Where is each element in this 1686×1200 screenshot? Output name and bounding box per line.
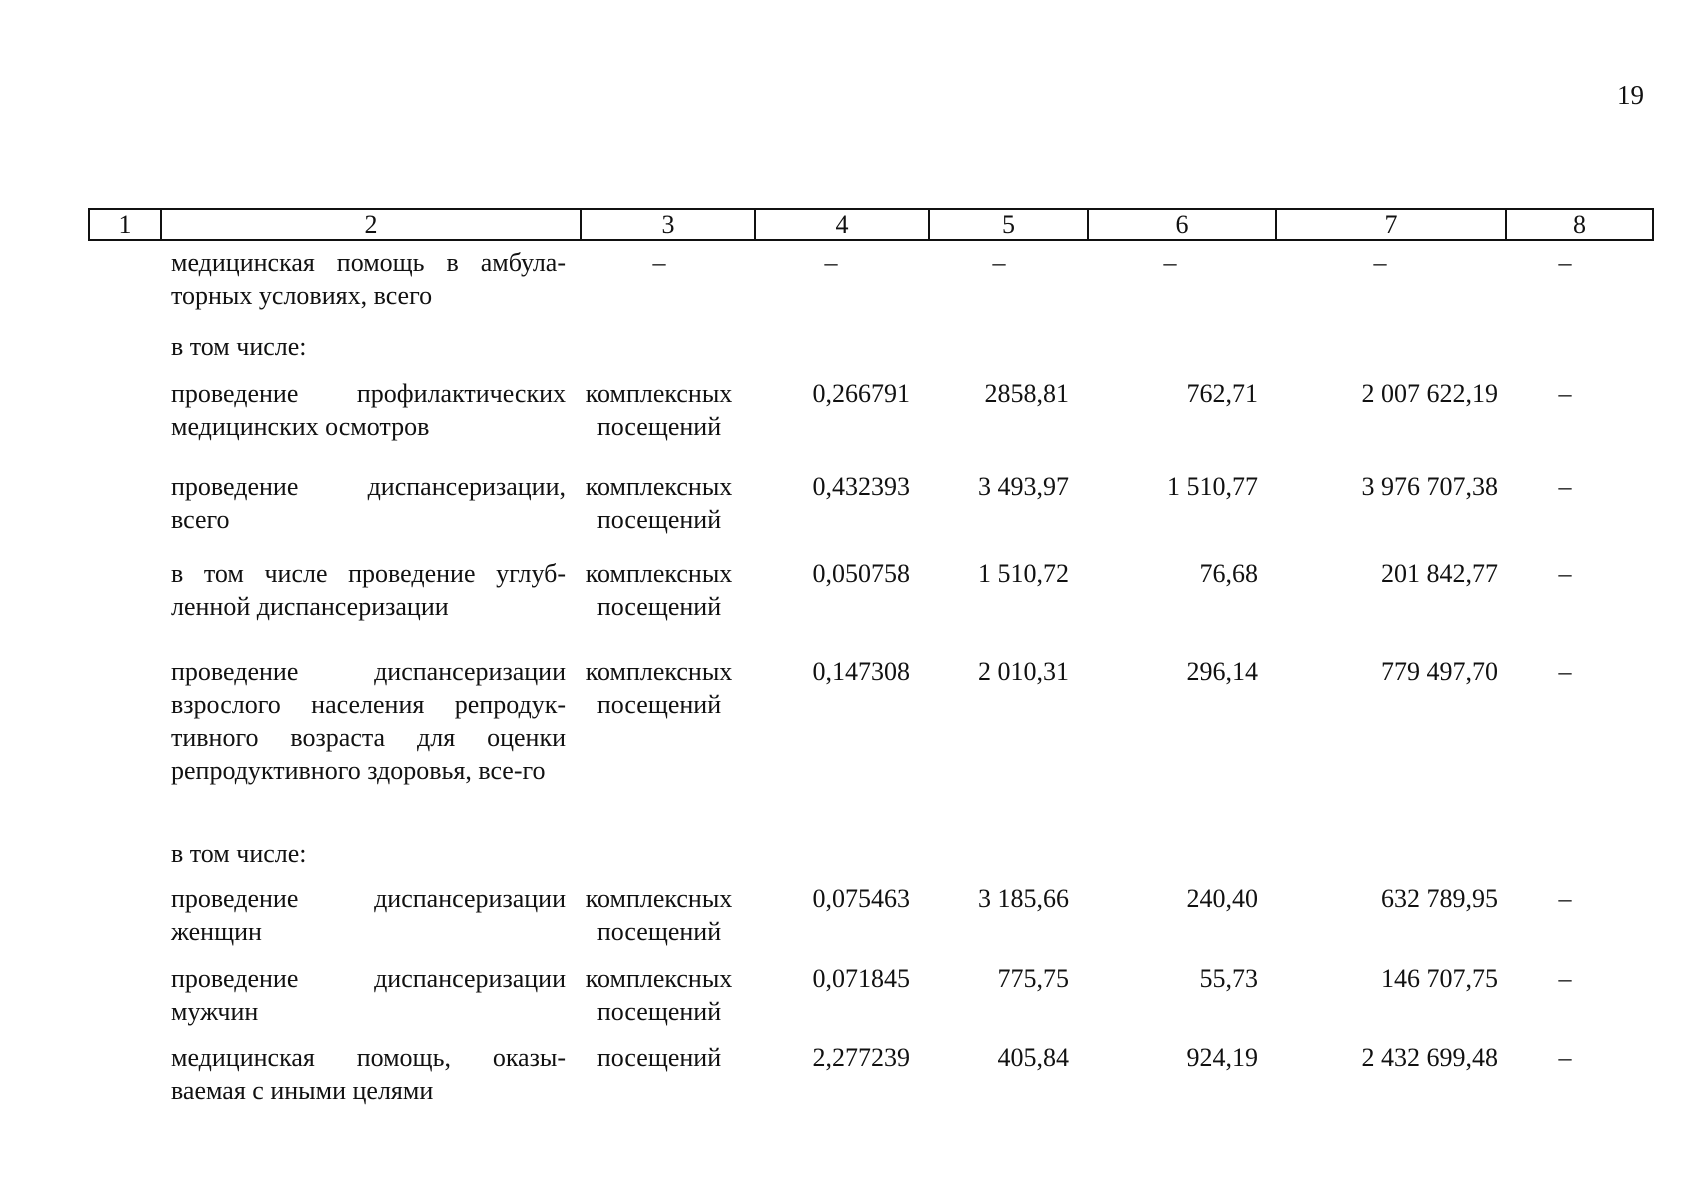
column-header-1: 1 [89, 209, 161, 240]
row-value-5: 3 185,66 [978, 884, 1069, 913]
row-value-8: – [1558, 1043, 1572, 1072]
column-header-6: 6 [1088, 209, 1276, 240]
row-value-7: 2 432 699,48 [1361, 1043, 1498, 1072]
row-name: проведение диспансеризации, всего [171, 472, 566, 534]
row-value-6: 76,68 [1199, 559, 1258, 588]
row-value-6: 924,19 [1186, 1043, 1258, 1072]
row-value-5: 775,75 [997, 964, 1069, 993]
row-name: проведение диспансеризации мужчин [171, 964, 566, 1026]
row-value-5: – [992, 248, 1006, 277]
row-value-5: 2858,81 [984, 379, 1069, 408]
row-value-8: – [1558, 472, 1572, 501]
row-value-6: 55,73 [1199, 964, 1258, 993]
row-unit: комплексных посещений [585, 964, 733, 1026]
row-value-7: 632 789,95 [1381, 884, 1498, 913]
row-unit: комплексных посещений [585, 884, 733, 946]
row-value-7: 779 497,70 [1381, 657, 1498, 686]
row-value-4: 0,432393 [812, 472, 910, 501]
row-value-5: 1 510,72 [978, 559, 1069, 588]
row-value-7: 3 976 707,38 [1361, 472, 1498, 501]
row-name: проведение диспансеризации женщин [171, 884, 566, 946]
column-header-7: 7 [1276, 209, 1506, 240]
row-value-8: – [1558, 884, 1572, 913]
row-value-4: 0,075463 [812, 884, 910, 913]
row-value-7: 2 007 622,19 [1361, 379, 1498, 408]
column-header-5: 5 [929, 209, 1088, 240]
row-unit: комплексных посещений [585, 559, 733, 621]
column-header-2: 2 [161, 209, 581, 240]
row-value-6: 296,14 [1186, 657, 1258, 686]
row-value-8: – [1558, 657, 1572, 686]
row-value-8: – [1558, 559, 1572, 588]
column-header-3: 3 [581, 209, 755, 240]
row-unit: комплексных посещений [585, 657, 733, 719]
row-value-6: 762,71 [1186, 379, 1258, 408]
row-unit: – [652, 248, 666, 277]
page-number: 19 [1617, 80, 1644, 110]
row-name: проведение профилактических медицинских осмотров [171, 379, 566, 441]
row-value-4: 0,266791 [812, 379, 910, 408]
row-name: в том числе проведение углуб-ленной диспансеризации [171, 559, 566, 621]
row-value-7: – [1373, 248, 1387, 277]
row-value-4: 2,277239 [812, 1043, 910, 1072]
row-value-8: – [1558, 379, 1572, 408]
row-unit: комплексных посещений [585, 472, 733, 534]
row-value-4: – [824, 248, 838, 277]
row-value-6: 240,40 [1186, 884, 1258, 913]
row-value-5: 2 010,31 [978, 657, 1069, 686]
row-value-8: – [1558, 964, 1572, 993]
row-name: проведение диспансеризации взрослого населения репродук-тивного возраста для оценки репродуктивного здоровья, все-го [171, 657, 566, 785]
row-name: медицинская помощь в амбула-торных условиях, всего [171, 248, 566, 310]
row-name: в том числе: [171, 839, 307, 868]
row-value-7: 201 842,77 [1381, 559, 1498, 588]
row-value-6: 1 510,77 [1167, 472, 1258, 501]
row-unit: комплексных посещений [585, 379, 733, 441]
column-header-8: 8 [1506, 209, 1653, 240]
row-value-6: – [1163, 248, 1177, 277]
row-value-5: 3 493,97 [978, 472, 1069, 501]
row-name: в том числе: [171, 332, 307, 361]
row-value-4: 0,071845 [812, 964, 910, 993]
row-value-4: 0,147308 [812, 657, 910, 686]
row-value-7: 146 707,75 [1381, 964, 1498, 993]
row-value-4: 0,050758 [812, 559, 910, 588]
row-unit: посещений [596, 1043, 722, 1072]
row-value-5: 405,84 [997, 1043, 1069, 1072]
row-value-8: – [1558, 248, 1572, 277]
column-header-4: 4 [755, 209, 929, 240]
row-name: медицинская помощь, оказы-ваемая с иными целями [171, 1043, 566, 1105]
